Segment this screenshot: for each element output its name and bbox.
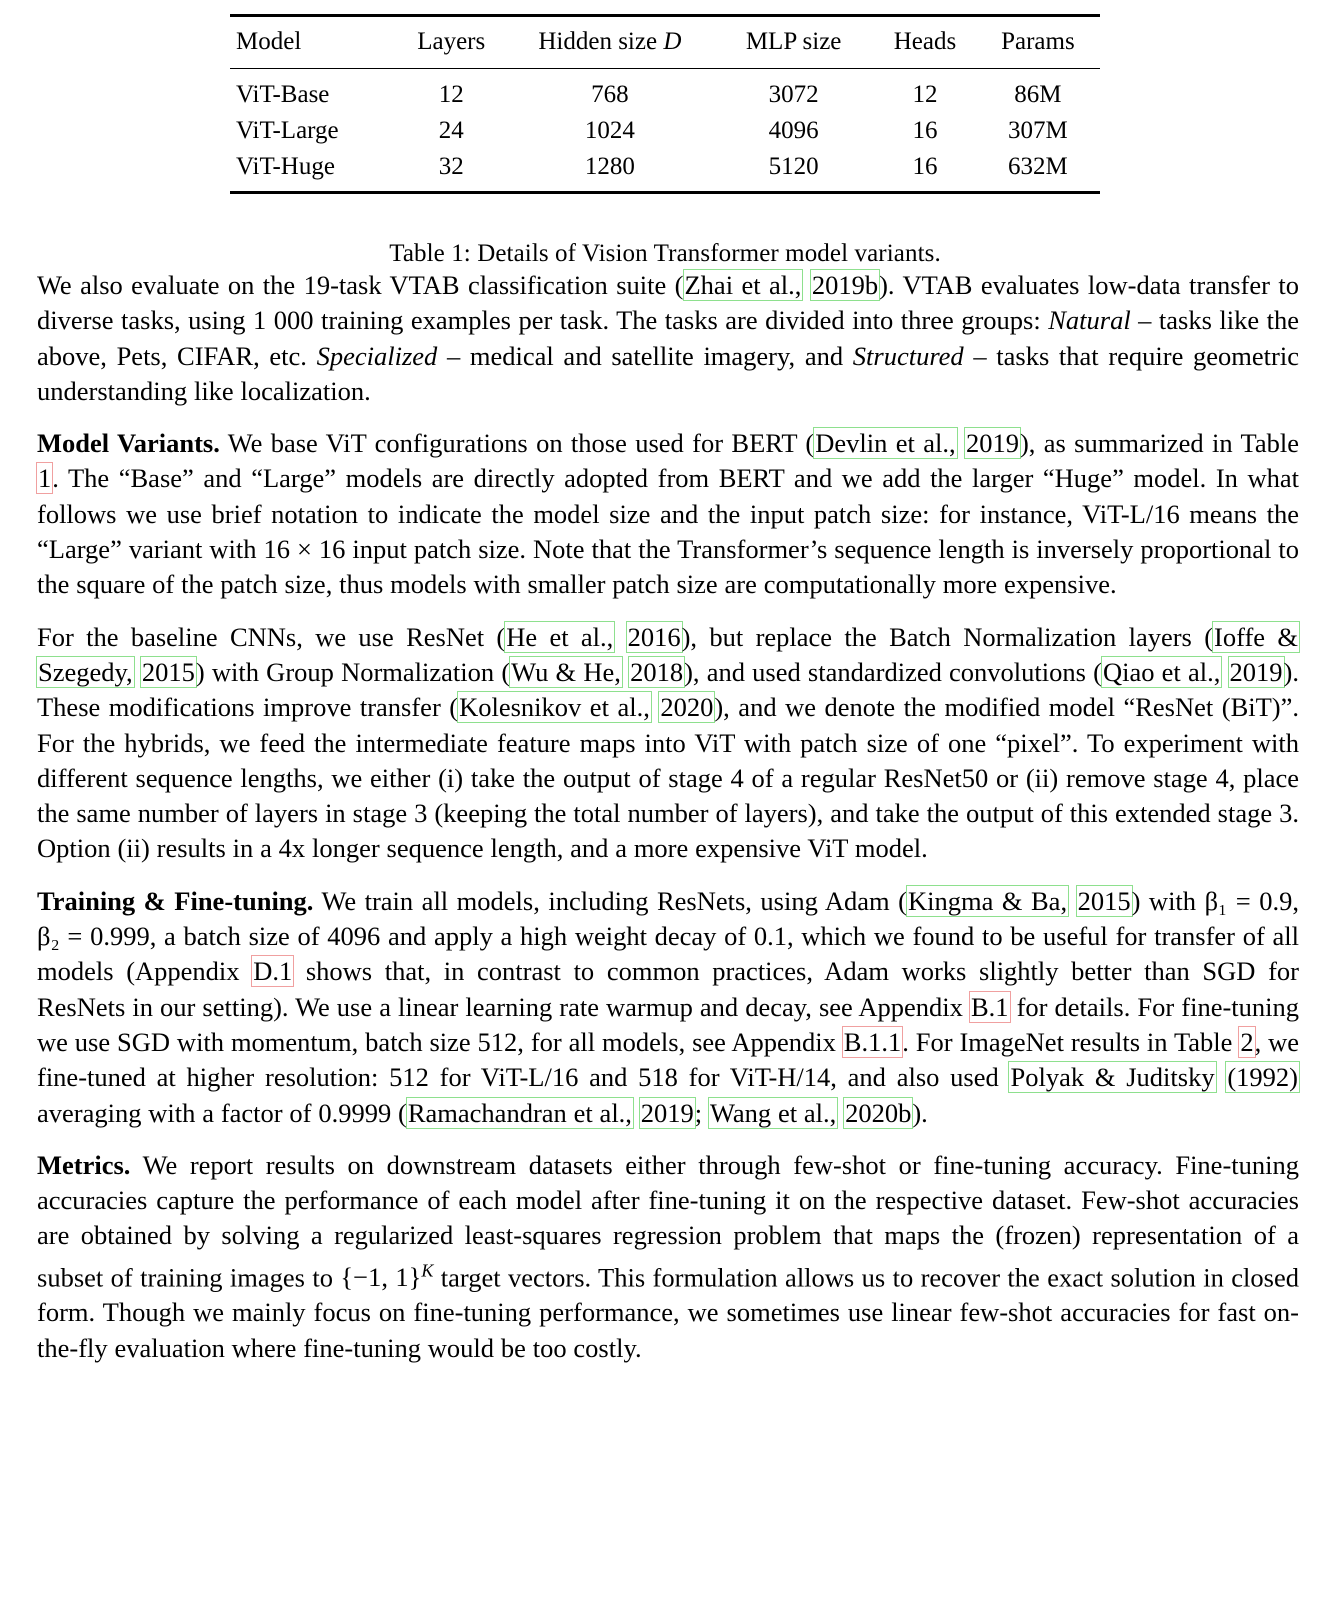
citation-link-wang-year[interactable]: 2020b xyxy=(845,1097,912,1128)
cell-params: 632M xyxy=(1008,153,1068,180)
emphasis-specialized: Specialized xyxy=(316,340,438,371)
cell-mlp-size: 5120 xyxy=(768,153,819,180)
table-caption: Table 1: Details of Vision Transformer model variants. xyxy=(389,240,941,267)
text-segment: shows that, in contrast to common practices, Adam works slightly better than SGD for ResNets in our setting). We use a linear learning rate warmup and decay, see Appendix xyxy=(37,956,1299,1022)
text-segment: We also evaluate on the 19-task VTAB classification suite ( xyxy=(37,270,684,300)
citation-link-ioffe-author[interactable]: Ioffe & Szegedy, xyxy=(38,621,1298,687)
internal-ref-table-1[interactable]: 1 xyxy=(38,463,52,494)
internal-ref-appendix-d1[interactable]: D.1 xyxy=(253,956,293,987)
text-segment: We report results on downstream datasets either through few-shot or fine-tuning accuracy. Fine-tuning accuracies capture the performance of each model after fine-tuning it on the respective dataset. Few-shot accuracies are obtained by solving a regularized least-squares regression problem that maps the (frozen) representation of a subset of training images to xyxy=(37,1149,1299,1293)
paragraph-heading-metrics: Metrics. xyxy=(37,1149,131,1180)
text-segment: – medical and satellite imagery, and xyxy=(437,340,853,371)
internal-ref-appendix-b1[interactable]: B.1 xyxy=(970,991,1009,1022)
text-segment: . The “Base” and “Large” models are directly adopted from BERT and we add the larger “Huge” model. In what follows we use brief notation to indicate the model size and the input patch size: for instance, ViT-L/16 means the “Large” variant with xyxy=(37,463,1299,565)
table-header-row xyxy=(230,16,1100,69)
text-segment: ). These modifications improve transfer ( xyxy=(37,656,1299,723)
text-segment: – tasks like the above, Pets, CIFAR, etc. xyxy=(37,305,1299,371)
column-header-hidden-size-text: Hidden size xyxy=(538,28,664,55)
citation-link-ramachandran-year[interactable]: 2019 xyxy=(640,1097,694,1128)
column-header-heads: Heads xyxy=(893,28,957,55)
text-segment: – tasks that require geometric understanding like localization. xyxy=(37,340,1299,406)
paragraph-vtab xyxy=(37,268,1299,409)
cell-model: ViT-Large xyxy=(236,117,339,144)
text-segment: ), as summarized in Table xyxy=(1019,428,1299,459)
citation-link-wu-author[interactable]: Wu & He, xyxy=(511,656,621,687)
column-header-layers: Layers xyxy=(417,28,486,55)
text-segment: , we fine-tuned at higher resolution: 512 for ViT-L/16 and 518 for ViT-H/14, and also used xyxy=(37,1026,1300,1093)
citation-link-kingma-year[interactable]: 2015 xyxy=(1077,885,1131,916)
citation-link-qiao-author[interactable]: Qiao et al., xyxy=(1102,656,1221,687)
paragraph-training-finetuning: Training & Fine-tuning. We train all models, including ResNets, using Adam (Kingma & Ba, 2015) with β₁ = 0.9, β₂ = 0.999, a batch size of 4096 and apply a high weight decay of 0.1, which we found to be useful for transfer of all models (Appendix D.1 shows that, in contrast to common practices, Adam works slightly better than SGD for ResNets in our setting). We use a linear learning rate warmup and decay, see Appendix B.1 for details. For fine-tuning we use SGD with momentum, batch size 512, for all models, see Appendix B.1.1. For ImageNet results in Table 2, we fine-tuned at higher resolution: 512 for ViT-L/16 and 518 for ViT-H/14, and also used Polyak & Juditsky (1992) averaging with a factor of 0.9999 (Ramachandran et al., 2019; Wang et al., 2020b). xyxy=(37,885,1300,1128)
table-row xyxy=(230,69,1100,113)
internal-ref-table-2[interactable]: 2 xyxy=(1240,1026,1254,1057)
cell-hidden-size: 768 xyxy=(591,81,629,108)
text-segment: ), but replace the Batch Normalization layers ( xyxy=(681,621,1214,652)
citation-link-ramachandran-author[interactable]: Ramachandran et al., xyxy=(407,1097,632,1128)
text-segment: target vectors. This formulation allows us to recover the exact solution in closed form. Though we mainly focus on fine-tuning performance, we sometimes use linear few-shot accuracies for fast on-the-fly evaluation where fine-tuning would be too costly. xyxy=(37,1262,1299,1363)
citation-link-wu-year[interactable]: 2018 xyxy=(630,656,684,687)
text-segment: ), and we denote the modified model “ResNet (BiT)”. For the hybrids, we feed the intermediate feature maps into ViT with patch size of one “pixel”. To experiment with different sequence lengths, we either (i) take the output of stage 4 of a regular ResNet50 or (ii) remove stage 4, place the same number of layers in stage 3 (keeping the total number of layers), and take the output of this extended stage 3. Option (ii) results in a 4x longer sequence length, and a more expensive ViT model. xyxy=(37,692,1300,864)
citation-link-kolesnikov-author[interactable]: Kolesnikov et al., xyxy=(459,692,650,723)
column-header-params: Params xyxy=(1001,28,1075,55)
cell-heads: 16 xyxy=(912,153,938,180)
math-beta1: β₁ = 0.9 xyxy=(1204,885,1293,916)
citation-link-zhai-year[interactable]: 2019b xyxy=(811,270,879,300)
text-segment: For the baseline CNNs, we use ResNet ( xyxy=(37,621,506,652)
text-segment: ). VTAB evaluates low-data transfer to diverse tasks, using 1 000 training examples per task. The tasks are divided into three groups: xyxy=(37,270,1299,336)
citation-link-zhai-author[interactable]: Zhai et al., xyxy=(684,270,802,300)
paragraph-metrics xyxy=(37,1148,1299,1366)
math-target-exponent: K xyxy=(421,1260,434,1281)
citation-link-kingma-author[interactable]: Kingma & Ba, xyxy=(908,885,1068,916)
column-header-hidden-size xyxy=(507,16,713,69)
citation-link-he-year[interactable]: 2016 xyxy=(627,621,681,652)
text-segment: ). xyxy=(912,1097,928,1128)
math-target-vectors xyxy=(340,1262,433,1292)
emphasis-natural: Natural xyxy=(1048,305,1131,336)
body-text xyxy=(21,268,1309,1366)
citation-link-ioffe-year[interactable]: 2015 xyxy=(141,656,195,687)
citation-link-kolesnikov-year[interactable]: 2020 xyxy=(660,692,714,723)
text-segment: averaging with a factor of 0.9999 ( xyxy=(37,1097,407,1128)
internal-ref-appendix-b11[interactable]: B.1.1 xyxy=(843,1026,902,1057)
cell-heads: 12 xyxy=(912,81,938,108)
column-header-model: Model xyxy=(236,28,302,55)
text-segment: ) with Group Normalization ( xyxy=(195,656,511,687)
citation-link-qiao-year[interactable]: 2019 xyxy=(1229,656,1283,687)
text-segment: input patch size. Note that the Transformer’s sequence length is inversely proportional to the square of the patch size, thus models with smaller patch size are computationally more expensive. xyxy=(37,534,1299,600)
cell-mlp-size: 3072 xyxy=(768,81,819,108)
table-1-container xyxy=(230,14,1100,268)
cell-layers: 24 xyxy=(438,117,464,144)
cell-layers: 12 xyxy=(438,81,464,108)
text-segment: . For ImageNet results in Table xyxy=(902,1026,1240,1057)
table-row xyxy=(230,148,1100,193)
math-beta2: β₂ = 0.999 xyxy=(37,921,150,952)
citation-link-devlin-author[interactable]: Devlin et al., xyxy=(815,428,956,459)
text-segment: ), and used standardized convolutions ( xyxy=(684,656,1102,687)
cell-hidden-size: 1024 xyxy=(584,117,635,144)
document-page xyxy=(0,14,1330,1620)
model-variants-table xyxy=(230,14,1100,194)
math-target-set: {−1, 1} xyxy=(340,1262,422,1293)
text-segment: We base ViT configurations on those used for BERT ( xyxy=(219,428,815,459)
citation-link-polyak-year[interactable]: (1992) xyxy=(1227,1062,1298,1093)
text-segment: for details. For fine-tuning we use SGD with momentum, batch size 512, for all models, see Appendix xyxy=(37,991,1300,1057)
text-segment: ) with xyxy=(1131,885,1205,916)
citation-link-he-author[interactable]: He et al., xyxy=(506,621,614,652)
paragraph-model-variants xyxy=(37,426,1299,602)
text-segment: , a batch size of 4096 and apply a high weight decay of 0.1, which we found to be useful for transfer of all models (Appendix xyxy=(37,921,1299,987)
text-segment: ; xyxy=(694,1097,709,1128)
paragraph-heading-training: Training & Fine-tuning. xyxy=(37,885,314,916)
cell-hidden-size: 1280 xyxy=(584,153,635,180)
cell-model: ViT-Base xyxy=(236,81,330,108)
emphasis-structured: Structured xyxy=(852,340,964,371)
cell-heads: 16 xyxy=(912,117,938,144)
cell-params: 86M xyxy=(1014,81,1062,108)
cell-params: 307M xyxy=(1008,117,1068,144)
cell-mlp-size: 4096 xyxy=(768,117,819,144)
hidden-size-symbol: D xyxy=(663,28,682,55)
paragraph-baseline-cnns xyxy=(37,620,1299,867)
table-body xyxy=(230,69,1100,193)
text-segment: We train all models, including ResNets, using Adam ( xyxy=(313,885,907,916)
cell-model: ViT-Huge xyxy=(236,153,335,180)
citation-link-polyak-author[interactable]: Polyak & Juditsky xyxy=(1010,1062,1215,1093)
column-header-mlp-size: MLP size xyxy=(745,28,842,55)
citation-link-wang-author[interactable]: Wang et al., xyxy=(709,1097,837,1128)
math-patch-size: 16 × 16 xyxy=(263,534,346,565)
paragraph-heading-model-variants: Model Variants. xyxy=(37,428,220,459)
citation-link-devlin-year[interactable]: 2019 xyxy=(965,428,1019,459)
cell-layers: 32 xyxy=(438,153,464,180)
table-row xyxy=(230,112,1100,148)
table-header xyxy=(230,16,1100,69)
